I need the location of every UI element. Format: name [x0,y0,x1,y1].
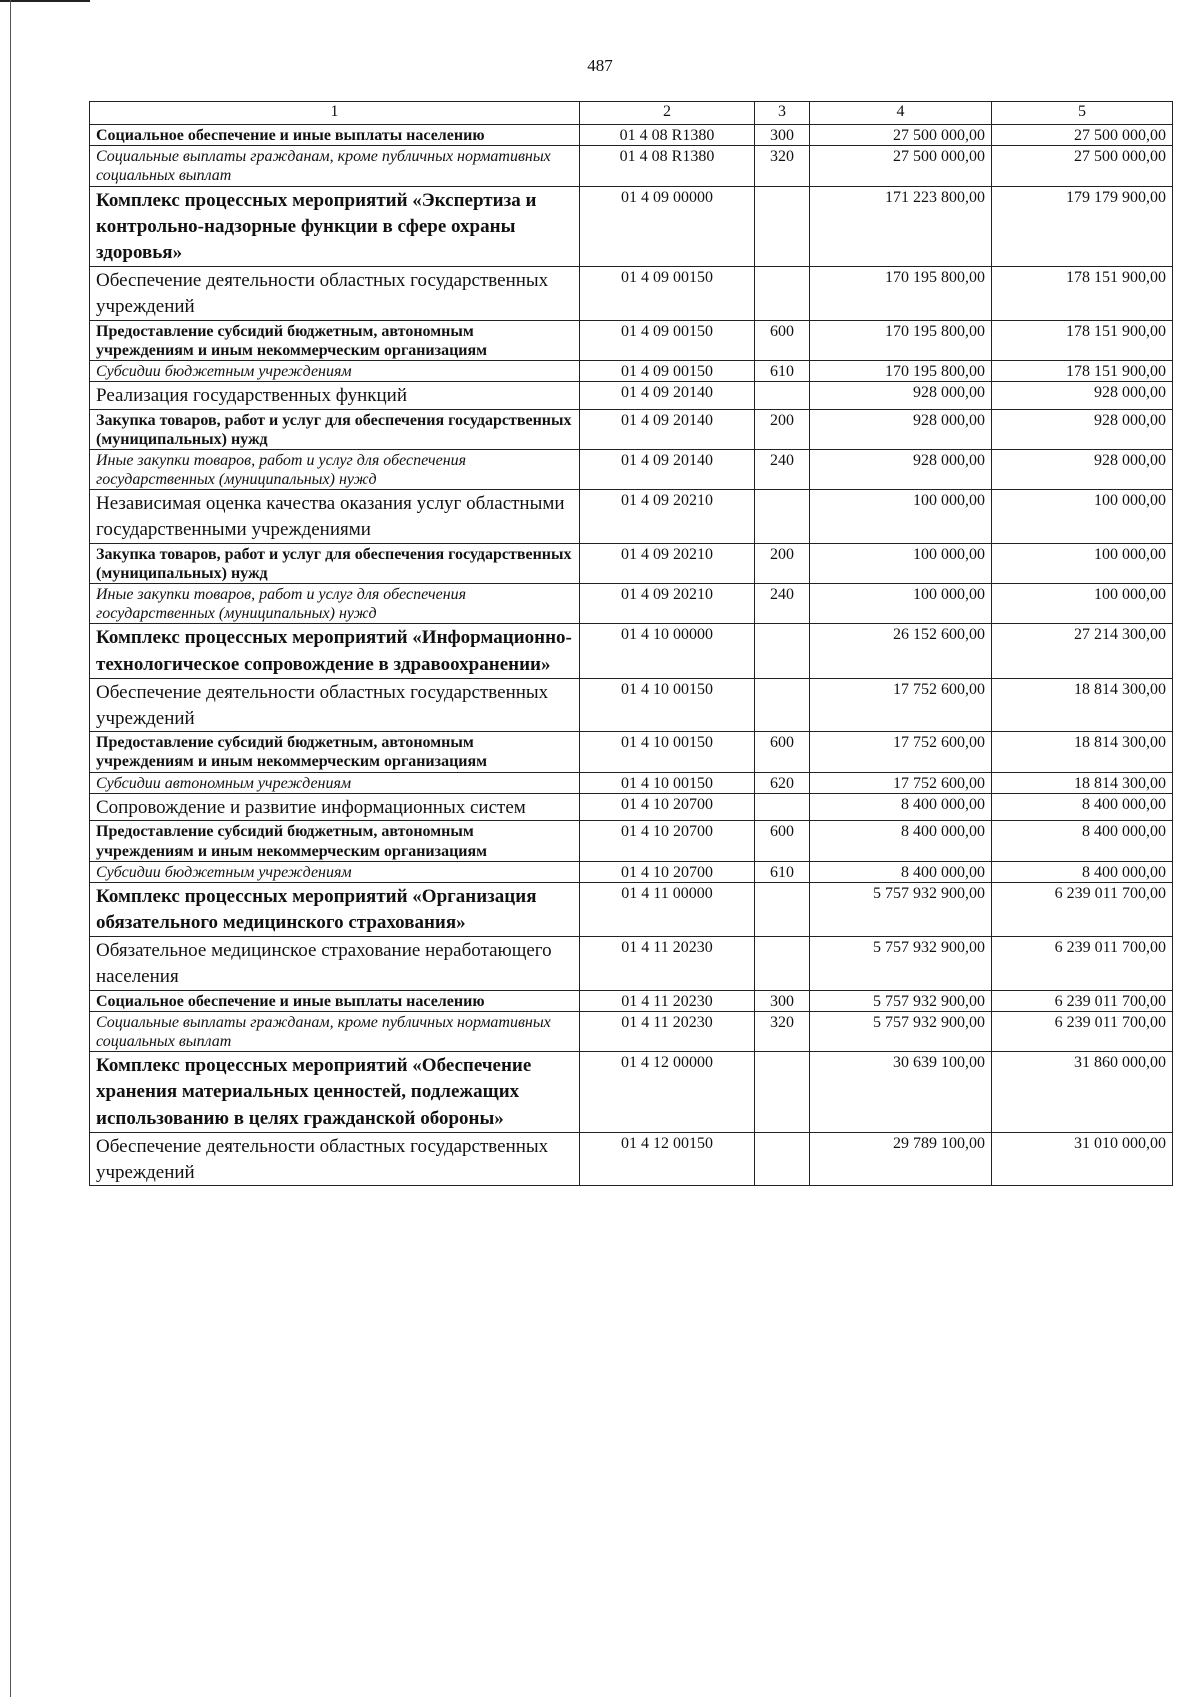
row-amount-year2-cell: 178 151 900,00 [992,360,1173,381]
row-code-cell: 01 4 10 00000 [580,624,755,678]
row-code-cell: 01 4 12 00150 [580,1132,755,1185]
scan-edge-mark [0,0,90,2]
row-name-cell: Комплекс процессных мероприятий «Организация обязательного медицинского страхования» [90,882,580,936]
row-expense-type-cell: 620 [755,772,810,793]
row-amount-year2-cell: 178 151 900,00 [992,320,1173,360]
row-code-cell: 01 4 12 00000 [580,1052,755,1133]
row-amount-year1-cell: 26 152 600,00 [810,624,992,678]
row-code-cell: 01 4 09 20210 [580,584,755,624]
row-amount-year2-cell: 31 860 000,00 [992,1052,1173,1133]
row-expense-type-cell [755,937,810,990]
row-name-cell: Иные закупки товаров, работ и услуг для обеспечения государственных (муниципальных) нужд [90,450,580,490]
row-expense-type-cell [755,1132,810,1185]
row-name-cell: Комплекс процессных мероприятий «Информационно-технологическое сопровождение в здравоохранении» [90,624,580,678]
row-amount-year1-cell: 170 195 800,00 [810,360,992,381]
row-amount-year1-cell: 100 000,00 [810,543,992,583]
row-amount-year2-cell: 928 000,00 [992,382,1173,410]
row-amount-year2-cell: 18 814 300,00 [992,678,1173,731]
row-amount-year2-cell: 6 239 011 700,00 [992,937,1173,990]
row-amount-year2-cell: 8 400 000,00 [992,821,1173,861]
row-amount-year2-cell: 100 000,00 [992,543,1173,583]
row-amount-year1-cell: 29 789 100,00 [810,1132,992,1185]
row-amount-year2-cell: 928 000,00 [992,409,1173,449]
row-amount-year1-cell: 5 757 932 900,00 [810,882,992,936]
row-amount-year1-cell: 8 400 000,00 [810,793,992,821]
table-row [90,678,1173,731]
row-name-cell: Независимая оценка качества оказания услуг областными государственными учреждениями [90,490,580,543]
row-amount-year2-cell: 31 010 000,00 [992,1132,1173,1185]
row-amount-year2-cell: 178 151 900,00 [992,267,1173,320]
row-amount-year2-cell: 27 214 300,00 [992,624,1173,678]
row-expense-type-cell: 600 [755,320,810,360]
column-header: 5 [992,102,1173,125]
row-name-cell: Обеспечение деятельности областных государственных учреждений [90,1132,580,1185]
row-name-cell: Предоставление субсидий бюджетным, автономным учреждениям и иным некоммерческим организациям [90,821,580,861]
row-expense-type-cell [755,624,810,678]
row-name-cell: Комплекс процессных мероприятий «Обеспечение хранения материальных ценностей, подлежащих использованию в целях гражданской обороны» [90,1052,580,1133]
row-code-cell: 01 4 10 00150 [580,678,755,731]
row-amount-year1-cell: 170 195 800,00 [810,267,992,320]
budget-table-body [90,102,1173,1186]
column-header: 3 [755,102,810,125]
row-code-cell: 01 4 09 00000 [580,186,755,267]
row-name-cell: Социальное обеспечение и иные выплаты населению [90,125,580,146]
row-amount-year1-cell: 30 639 100,00 [810,1052,992,1133]
row-code-cell: 01 4 09 20210 [580,490,755,543]
table-row [90,382,1173,410]
table-row [90,624,1173,678]
row-amount-year2-cell: 928 000,00 [992,450,1173,490]
row-name-cell: Обеспечение деятельности областных государственных учреждений [90,678,580,731]
row-amount-year2-cell: 27 500 000,00 [992,125,1173,146]
row-amount-year1-cell: 5 757 932 900,00 [810,937,992,990]
row-amount-year2-cell: 100 000,00 [992,490,1173,543]
row-code-cell: 01 4 09 20140 [580,382,755,410]
table-row [90,821,1173,861]
row-amount-year1-cell: 5 757 932 900,00 [810,1011,992,1051]
row-amount-year2-cell: 179 179 900,00 [992,186,1173,267]
column-header: 4 [810,102,992,125]
row-name-cell: Предоставление субсидий бюджетным, автономным учреждениям и иным некоммерческим организациям [90,732,580,772]
row-amount-year1-cell: 928 000,00 [810,450,992,490]
row-amount-year1-cell: 27 500 000,00 [810,146,992,186]
table-row [90,1132,1173,1185]
row-expense-type-cell: 300 [755,125,810,146]
page-number: 487 [587,56,613,75]
row-name-cell: Закупка товаров, работ и услуг для обеспечения государственных (муниципальных) нужд [90,543,580,583]
table-row [90,937,1173,990]
row-code-cell: 01 4 10 20700 [580,861,755,882]
row-expense-type-cell [755,678,810,731]
table-row [90,267,1173,320]
table-row [90,1011,1173,1051]
row-name-cell: Социальные выплаты гражданам, кроме публичных нормативных социальных выплат [90,146,580,186]
row-code-cell: 01 4 11 00000 [580,882,755,936]
table-row [90,732,1173,772]
row-expense-type-cell: 300 [755,990,810,1011]
row-amount-year2-cell: 6 239 011 700,00 [992,882,1173,936]
table-row [90,360,1173,381]
row-code-cell: 01 4 10 20700 [580,793,755,821]
row-name-cell: Комплекс процессных мероприятий «Экспертиза и контрольно-надзорные функции в сфере охраны здоровья» [90,186,580,267]
row-name-cell: Обеспечение деятельности областных государственных учреждений [90,267,580,320]
row-code-cell: 01 4 09 00150 [580,267,755,320]
row-name-cell: Субсидии бюджетным учреждениям [90,360,580,381]
row-expense-type-cell: 320 [755,146,810,186]
table-row [90,772,1173,793]
row-expense-type-cell: 240 [755,450,810,490]
row-amount-year1-cell: 8 400 000,00 [810,821,992,861]
row-expense-type-cell: 610 [755,861,810,882]
row-amount-year1-cell: 5 757 932 900,00 [810,990,992,1011]
table-row [90,882,1173,936]
row-expense-type-cell: 320 [755,1011,810,1051]
row-amount-year2-cell: 6 239 011 700,00 [992,990,1173,1011]
row-amount-year1-cell: 17 752 600,00 [810,772,992,793]
row-amount-year2-cell: 8 400 000,00 [992,793,1173,821]
table-row [90,450,1173,490]
row-amount-year1-cell: 928 000,00 [810,382,992,410]
row-code-cell: 01 4 09 20140 [580,409,755,449]
table-row [90,320,1173,360]
row-expense-type-cell [755,793,810,821]
row-amount-year1-cell: 17 752 600,00 [810,732,992,772]
row-amount-year2-cell: 8 400 000,00 [992,861,1173,882]
table-header-row [90,102,1173,125]
row-amount-year1-cell: 170 195 800,00 [810,320,992,360]
row-expense-type-cell [755,382,810,410]
row-name-cell: Субсидии бюджетным учреждениям [90,861,580,882]
row-name-cell: Социальные выплаты гражданам, кроме публичных нормативных социальных выплат [90,1011,580,1051]
row-amount-year1-cell: 100 000,00 [810,490,992,543]
row-amount-year1-cell: 171 223 800,00 [810,186,992,267]
table-row [90,186,1173,267]
row-amount-year2-cell: 27 500 000,00 [992,146,1173,186]
row-amount-year2-cell: 18 814 300,00 [992,732,1173,772]
table-row [90,409,1173,449]
row-expense-type-cell: 600 [755,732,810,772]
row-code-cell: 01 4 08 R1380 [580,146,755,186]
row-name-cell: Иные закупки товаров, работ и услуг для обеспечения государственных (муниципальных) нужд [90,584,580,624]
row-code-cell: 01 4 11 20230 [580,937,755,990]
row-name-cell: Субсидии автономным учреждениям [90,772,580,793]
row-expense-type-cell: 200 [755,543,810,583]
row-name-cell: Закупка товаров, работ и услуг для обеспечения государственных (муниципальных) нужд [90,409,580,449]
row-expense-type-cell: 600 [755,821,810,861]
row-amount-year1-cell: 100 000,00 [810,584,992,624]
row-expense-type-cell: 200 [755,409,810,449]
table-row [90,125,1173,146]
row-code-cell: 01 4 11 20230 [580,990,755,1011]
table-row [90,861,1173,882]
row-name-cell: Реализация государственных функций [90,382,580,410]
row-code-cell: 01 4 11 20230 [580,1011,755,1051]
row-amount-year2-cell: 18 814 300,00 [992,772,1173,793]
row-code-cell: 01 4 08 R1380 [580,125,755,146]
row-code-cell: 01 4 09 20210 [580,543,755,583]
row-code-cell: 01 4 10 20700 [580,821,755,861]
table-row [90,990,1173,1011]
row-amount-year2-cell: 6 239 011 700,00 [992,1011,1173,1051]
table-row [90,543,1173,583]
row-expense-type-cell: 610 [755,360,810,381]
row-expense-type-cell [755,1052,810,1133]
row-name-cell: Предоставление субсидий бюджетным, автономным учреждениям и иным некоммерческим организациям [90,320,580,360]
row-amount-year1-cell: 17 752 600,00 [810,678,992,731]
row-code-cell: 01 4 10 00150 [580,732,755,772]
row-name-cell: Сопровождение и развитие информационных систем [90,793,580,821]
row-code-cell: 01 4 09 00150 [580,320,755,360]
row-name-cell: Обязательное медицинское страхование неработающего населения [90,937,580,990]
row-expense-type-cell [755,490,810,543]
scan-edge-line [10,0,11,1697]
row-code-cell: 01 4 09 00150 [580,360,755,381]
table-row [90,1052,1173,1133]
table-row [90,490,1173,543]
row-code-cell: 01 4 09 20140 [580,450,755,490]
row-expense-type-cell [755,882,810,936]
row-amount-year1-cell: 27 500 000,00 [810,125,992,146]
table-row [90,584,1173,624]
budget-table [89,101,1173,1186]
row-amount-year1-cell: 8 400 000,00 [810,861,992,882]
row-name-cell: Социальное обеспечение и иные выплаты населению [90,990,580,1011]
row-code-cell: 01 4 10 00150 [580,772,755,793]
column-header: 2 [580,102,755,125]
row-expense-type-cell: 240 [755,584,810,624]
column-header: 1 [90,102,580,125]
row-amount-year2-cell: 100 000,00 [992,584,1173,624]
table-row [90,793,1173,821]
table-row [90,146,1173,186]
row-expense-type-cell [755,186,810,267]
row-amount-year1-cell: 928 000,00 [810,409,992,449]
row-expense-type-cell [755,267,810,320]
